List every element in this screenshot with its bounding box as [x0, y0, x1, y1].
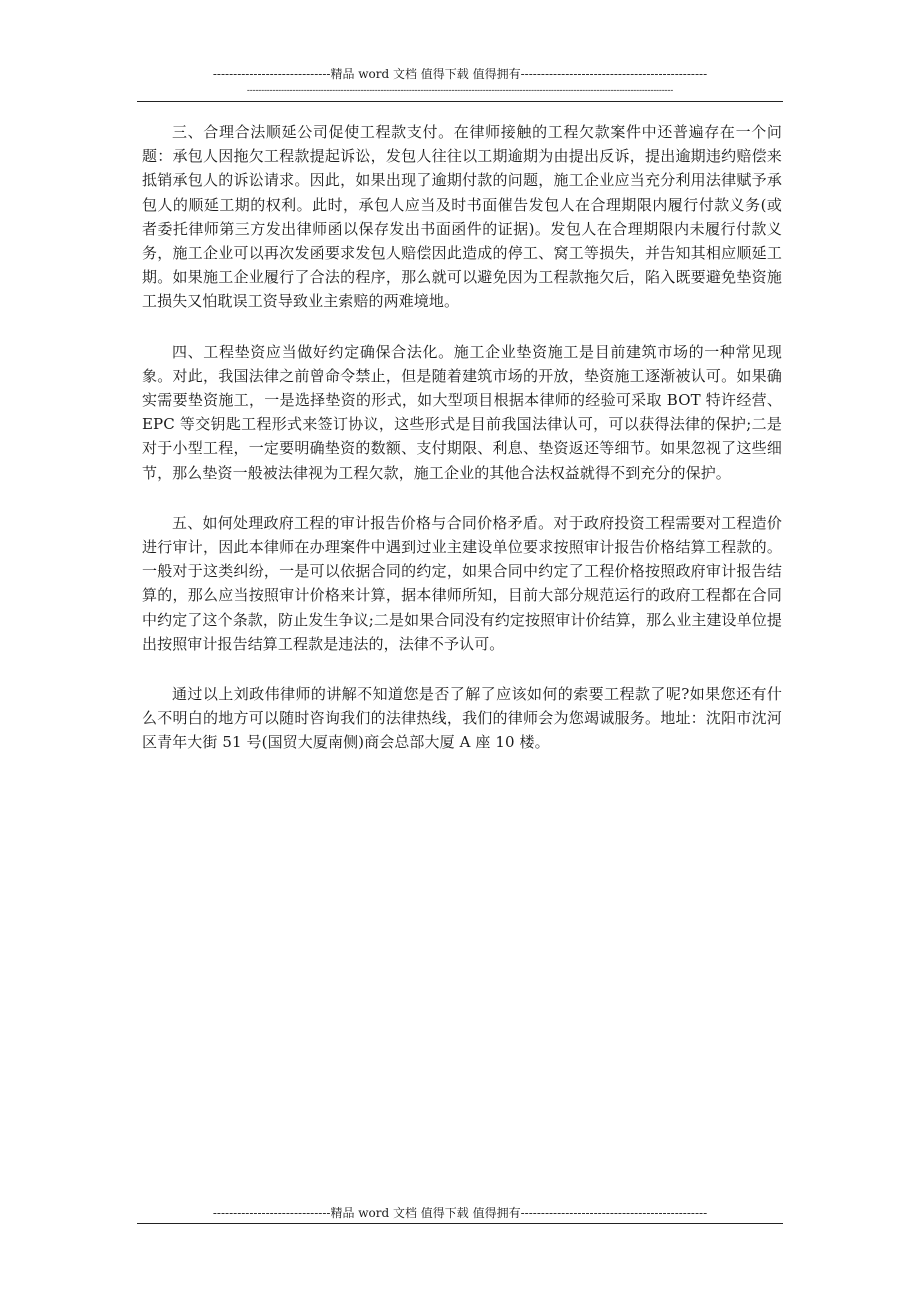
header-rule: [137, 101, 783, 102]
page-header: -----------------------------精品 word 文档 值得下载 值得拥有----------------------------------------------: [212, 67, 708, 81]
paragraph-conclusion: 通过以上刘政伟律师的讲解不知道您是否了解了应该如何的索要工程款了呢?如果您还有什么不明白的地方可以随时咨询我们的法律热线，我们的律师会为您竭诚服务。地址：沈阳市沈河区青年大街 51 号(国贸大厦南侧)商会总部大厦 A 座 10 楼。: [142, 685, 782, 752]
paragraph-section-5: 五、如何处理政府工程的审计报告价格与合同价格矛盾。对于政府投资工程需要对工程造价进行审计，因此本律师在办理案件中遇到过业主建设单位要求按照审计报告价格结算工程款的。一般对于这类纠纷，一是可以依据合同的约定，如果合同中约定了工程价格按照政府审计报告结算的，那么应当按照审计价格来计算，据本律师所知，目前大部分规范运行的政府工程都在合同中约定了这个条款，防止发生争议;二是如果合同没有约定按照审计价结算，那么业主建设单位提出按照审计报告结算工程款是违法的，法律不予认可。: [142, 513, 782, 653]
paragraph-section-3: 三、合理合法顺延公司促使工程款支付。在律师接触的工程欠款案件中还普遍存在一个问题：承包人因拖欠工程款提起诉讼，发包人往往以工期逾期为由提出反诉，提出逾期违约赔偿来抵销承包人的诉讼请求。因此，如果出现了逾期付款的问题，施工企业应当充分利用法律赋予承包人的顺延工期的权利。此时，承包人应当及时书面催告发包人在合理期限内履行付款义务(或者委托律师第三方发出律师函以保存发出书面函件的证据)。发包人在合理期限内未履行付款义务，施工企业可以再次发函要求发包人赔偿因此造成的停工、窝工等损失，并告知其相应顺延工期。如果施工企业履行了合法的程序，那么就可以避免因为工程款拖欠后，陷入既要避免垫资施工损失又怕耽误工资导致业主索赔的两难境地。: [142, 123, 782, 311]
header-dash-line: ------------------------------------------------------------------------------------------------------------------------------------------------------: [246, 86, 674, 96]
document-body: [142, 120, 782, 781]
paragraph-section-4: 四、工程垫资应当做好约定确保合法化。施工企业垫资施工是目前建筑市场的一种常见现象。对此，我国法律之前曾命令禁止，但是随着建筑市场的开放，垫资施工逐渐被认可。如果确实需要垫资施工，一是选择垫资的形式，如大型项目根据本律师的经验可采取 BOT 特许经营、EPC 等交钥匙工程形式来签订协议，这些形式是目前我国法律认可，可以获得法律的保护;二是对于小型工程，一定要明确垫资的数额、支付期限、利息、垫资返还等细节。如果忽视了这些细节，那么垫资一般被法律视为工程欠款，施工企业的其他合法权益就得不到充分的保护。: [142, 342, 782, 482]
page-footer: -----------------------------精品 word 文档 值得下载 值得拥有----------------------------------------------: [212, 1206, 708, 1220]
footer-rule: [137, 1223, 783, 1224]
